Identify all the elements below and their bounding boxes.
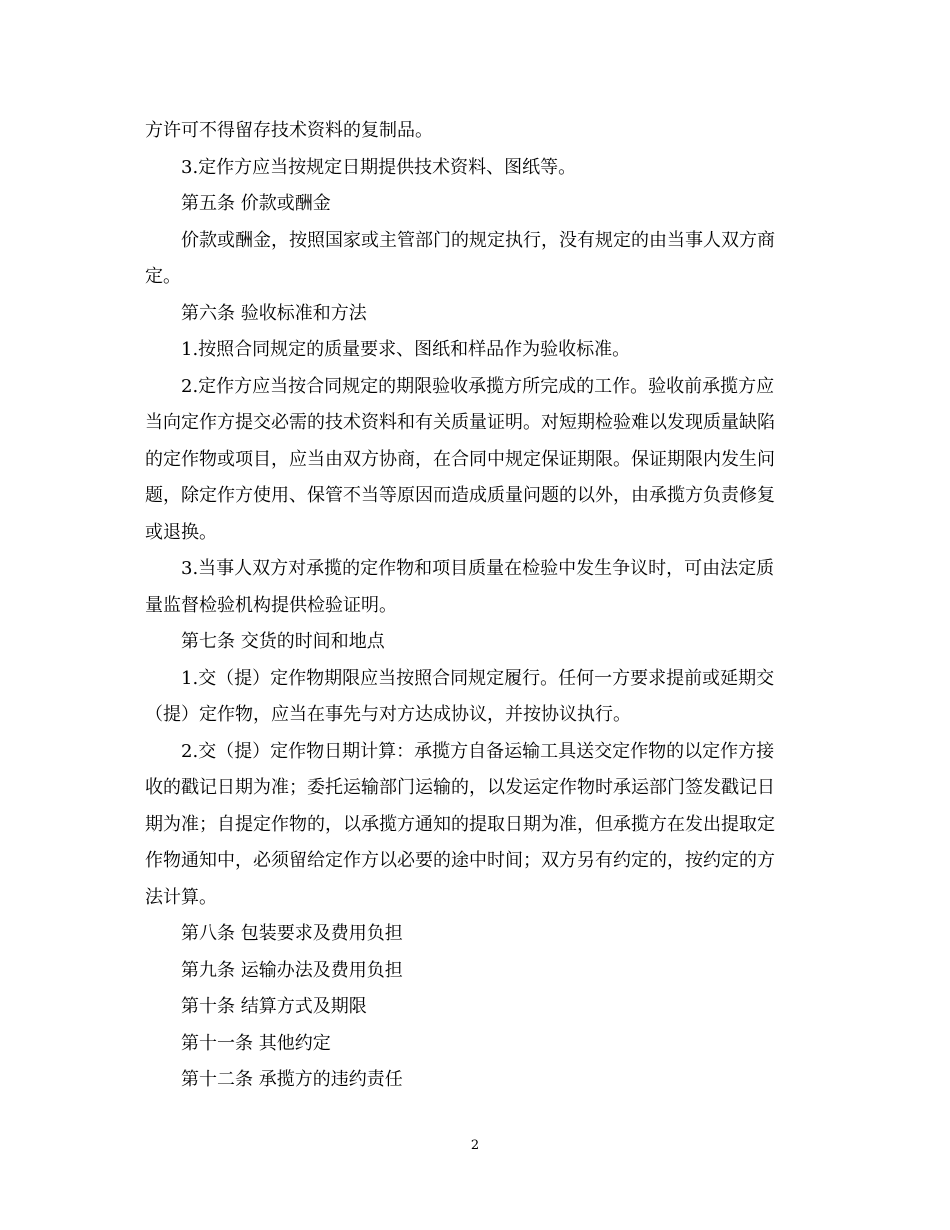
text-line: 3.当事人双方对承揽的定作物和项目质量在检验中发生争议时，可由法定质 [181, 558, 775, 579]
text-line: 第九条 运输办法及费用负担 [181, 959, 403, 981]
text-line: 3.定作方应当按规定日期提供技术资料、图纸等。 [181, 156, 577, 178]
text-line: 题，除定作方使用、保管不当等原因而造成质量问题的以外，由承揽方负责修复 [145, 485, 775, 506]
page-number: 2 [470, 1138, 480, 1153]
text-line: 的定作物或项目，应当由双方协商，在合同中规定保证期限。保证期限内发生问 [145, 448, 775, 470]
text-line: 第五条 价款或酬金 [181, 193, 331, 214]
text-line: 2.交（提）定作物日期计算：承揽方自备运输工具送交定作物的以定作方接 [181, 740, 775, 762]
text-line: 方许可不得留存技术资料的复制品。 [145, 120, 433, 141]
text-line: 第八条 包装要求及费用负担 [181, 923, 403, 944]
document-body [145, 113, 805, 1099]
text-line: 第十二条 承揽方的违约责任 [181, 1069, 403, 1090]
text-line: 1.交（提）定作物期限应当按照合同规定履行。任何一方要求提前或延期交 [181, 667, 775, 689]
text-line: （提）定作物，应当在事先与对方达成协议，并按协议执行。 [145, 704, 631, 725]
text-line: 量监督检验机构提供检验证明。 [145, 594, 397, 616]
text-line: 1.按照合同规定的质量要求、图纸和样品作为验收标准。 [181, 339, 631, 360]
text-line: 第十条 结算方式及期限 [181, 996, 367, 1017]
text-line: 收的戳记日期为准；委托运输部门运输的，以发运定作物时承运部门签发戳记日 [145, 777, 775, 798]
text-line: 第六条 验收标准和方法 [181, 302, 367, 324]
text-line: 或退换。 [145, 521, 217, 543]
text-line: 2.定作方应当按合同规定的期限验收承揽方所完成的工作。验收前承揽方应 [181, 375, 775, 397]
text-line: 定。 [145, 266, 181, 287]
text-line: 法计算。 [145, 886, 217, 908]
text-line: 当向定作方提交必需的技术资料和有关质量证明。对短期检验难以发现质量缺陷 [145, 412, 775, 433]
text-line: 第七条 交货的时间和地点 [181, 631, 385, 652]
text-line: 期为准；自提定作物的，以承揽方通知的提取日期为准，但承揽方在发出提取定 [145, 813, 775, 835]
text-line: 第十一条 其他约定 [181, 1032, 331, 1054]
text-line: 作物通知中，必须留给定作方以必要的途中时间；双方另有约定的，按约定的方 [145, 850, 775, 871]
text-line: 价款或酬金，按照国家或主管部门的规定执行，没有规定的由当事人双方商 [181, 229, 775, 251]
